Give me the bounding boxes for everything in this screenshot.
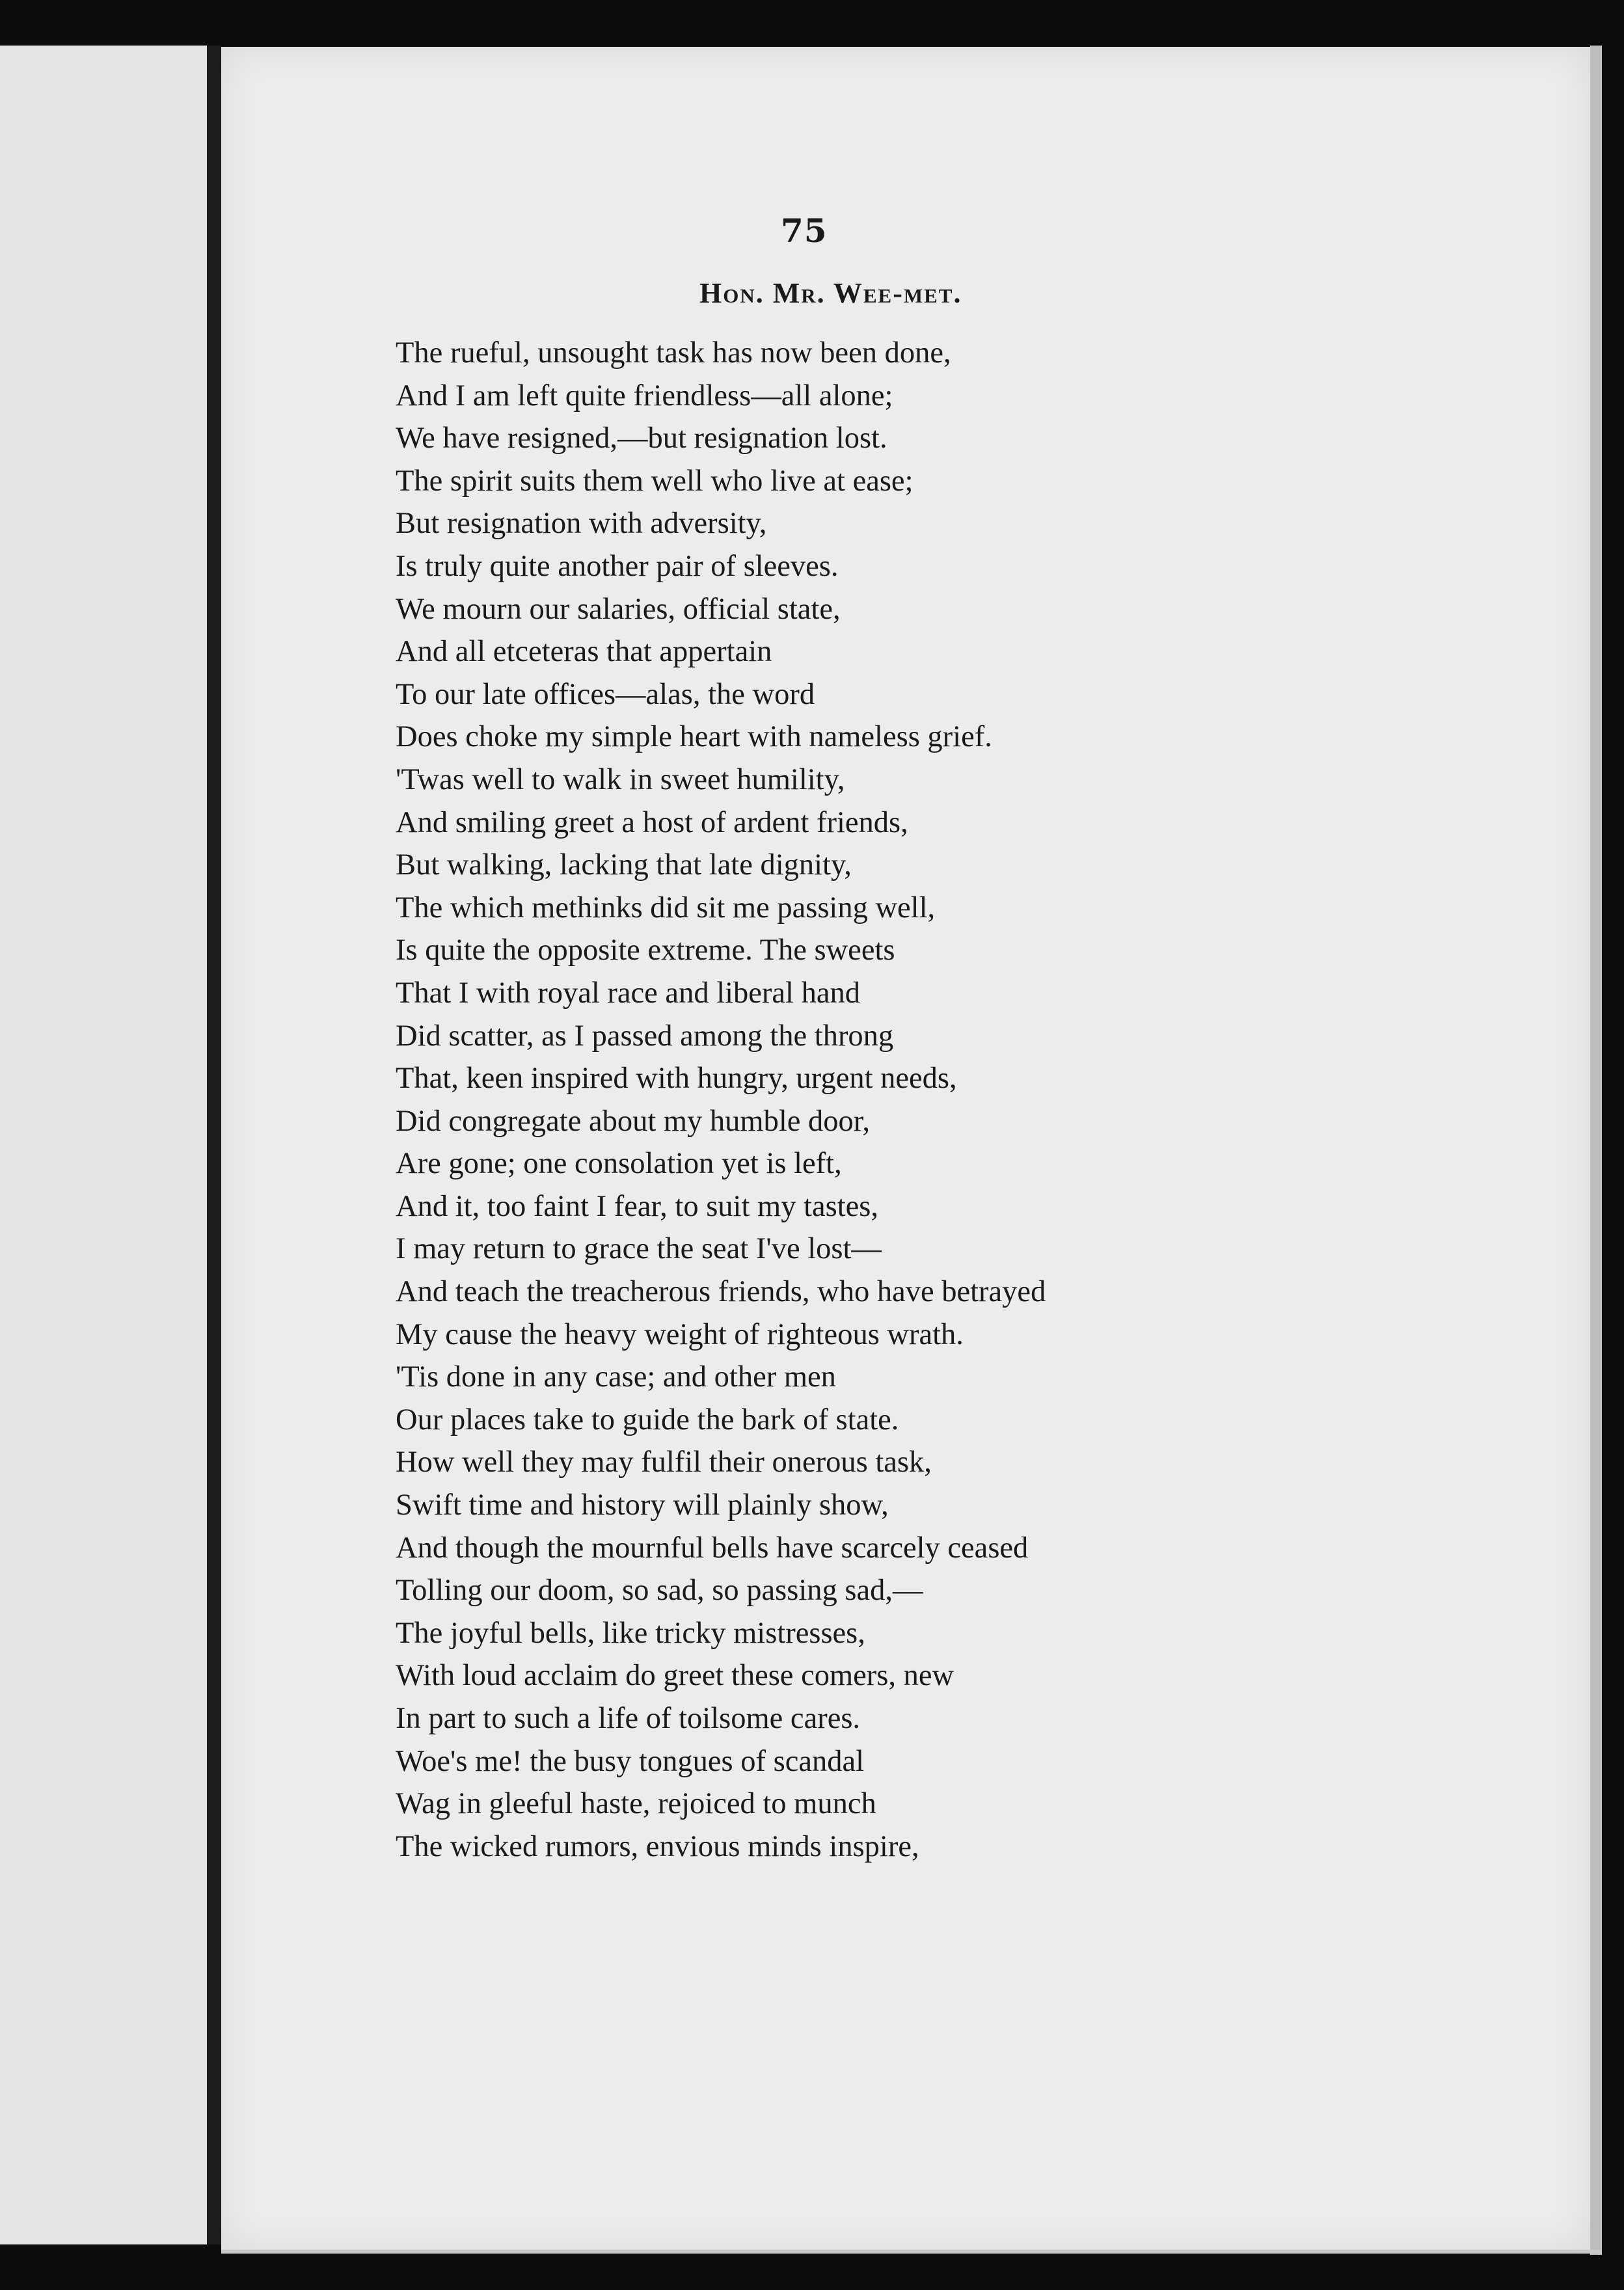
poem-line: Wag in gleeful haste, rejoiced to munch bbox=[396, 1787, 876, 1821]
poem-line: 'Twas well to walk in sweet humility, bbox=[396, 762, 845, 796]
poem-text bbox=[396, 332, 1372, 1868]
page-bottom-edge bbox=[221, 2250, 1602, 2254]
poem-line: The wicked rumors, envious minds inspire, bbox=[396, 1829, 919, 1863]
poem-line: Woe's me! the busy tongues of scandal bbox=[396, 1744, 865, 1778]
poem-line: Is quite the opposite extreme. The sweets bbox=[396, 934, 895, 967]
poem-line: Swift time and history will plainly show, bbox=[396, 1488, 889, 1522]
poem-line: But resignation with adversity, bbox=[396, 507, 767, 541]
poem-title: Hon. Mr. Wee-met. bbox=[699, 277, 962, 309]
poem-line: That, keen inspired with hungry, urgent needs, bbox=[396, 1062, 957, 1096]
poem-line: The which methinks did sit me passing well, bbox=[396, 891, 936, 924]
poem-line: The rueful, unsought task has now been done, bbox=[396, 336, 951, 370]
poem-line: And I am left quite friendless—all alone; bbox=[396, 379, 893, 412]
poem-line: Are gone; one consolation yet is left, bbox=[396, 1147, 842, 1181]
poem-line: That I with royal race and liberal hand bbox=[396, 976, 860, 1010]
poem-line: Is truly quite another pair of sleeves. bbox=[396, 549, 839, 583]
poem-line: But walking, lacking that late dignity, bbox=[396, 848, 852, 882]
book-gutter bbox=[207, 46, 221, 2244]
poem-line: In part to such a life of toilsome cares. bbox=[396, 1702, 861, 1735]
poem-line: Does choke my simple heart with nameless grief. bbox=[396, 720, 992, 754]
poem-line: I may return to grace the seat I've lost— bbox=[396, 1232, 882, 1266]
page-edge bbox=[1590, 46, 1602, 2255]
poem-line: The spirit suits them well who live at ease; bbox=[396, 464, 914, 498]
page-number: 75 bbox=[781, 211, 828, 250]
poem-line: We have resigned,—but resignation lost. bbox=[396, 422, 887, 455]
poem-line: Our places take to guide the bark of state. bbox=[396, 1403, 899, 1436]
poem-line: And teach the treacherous friends, who have betrayed bbox=[396, 1275, 1046, 1309]
poem-line: And though the mournful bells have scarcely ceased bbox=[396, 1531, 1029, 1565]
poem-line: The joyful bells, like tricky mistresses, bbox=[396, 1616, 865, 1650]
poem-line: Did congregate about my humble door, bbox=[396, 1104, 871, 1138]
poem-line: How well they may fulfil their onerous task, bbox=[396, 1446, 932, 1479]
poem-line: And smiling greet a host of ardent friends, bbox=[396, 805, 908, 839]
left-facing-page bbox=[0, 46, 209, 2244]
poem-line: And all etceteras that appertain bbox=[396, 635, 772, 669]
poem-line: Did scatter, as I passed among the throng bbox=[396, 1019, 894, 1053]
poem-line: My cause the heavy weight of righteous wrath. bbox=[396, 1317, 964, 1351]
poem-line: With loud acclaim do greet these comers, new bbox=[396, 1659, 954, 1693]
poem-line: 'Tis done in any case; and other men bbox=[396, 1360, 836, 1394]
poem-line: We mourn our salaries, official state, bbox=[396, 592, 841, 626]
poem-line: And it, too faint I fear, to suit my tastes, bbox=[396, 1189, 879, 1223]
poem-line: Tolling our doom, so sad, so passing sad,— bbox=[396, 1574, 923, 1608]
poem-line: To our late offices—alas, the word bbox=[396, 677, 815, 711]
